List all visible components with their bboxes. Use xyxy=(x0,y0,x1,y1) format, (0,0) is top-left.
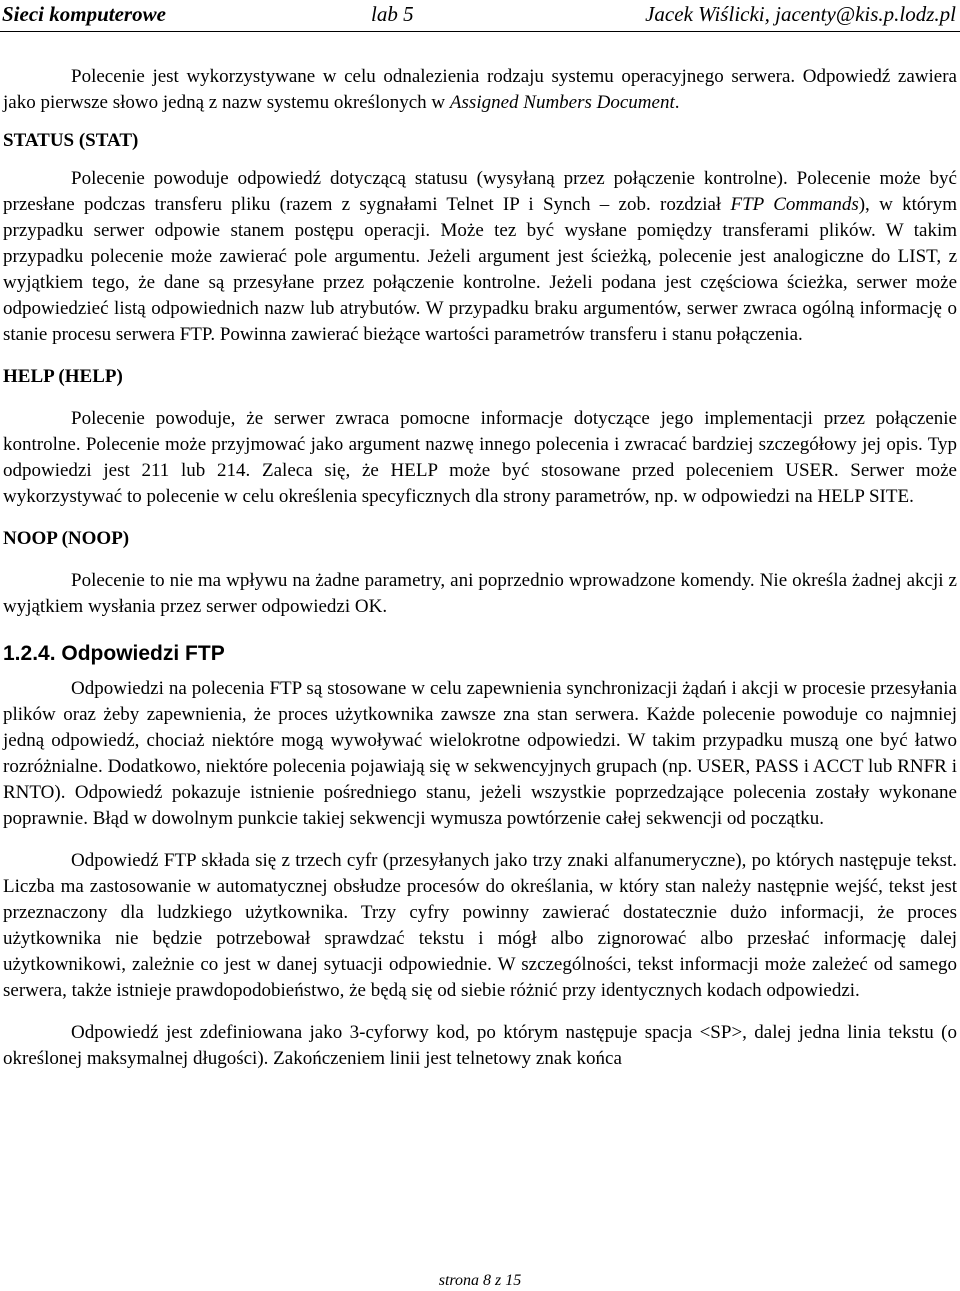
help-paragraph: Polecenie powoduje, że serwer zwraca pomocne informacje dotyczące jego implementacji przez połączenie kontrolne. Polecenie może przyjmować jako argument nazwę innego polecenia i zwracać bardziej szczegółowy jej opis. Typ odpowiedzi jest 211 lub 214. Zaleca się, że HELP może być stosowane przed poleceniem USER. Serwer może wykorzystywać to polecenie w celu określenia specyficznych dla strony parametrów, np. w odpowiedzi na HELP SITE. xyxy=(3,408,957,507)
page-header xyxy=(0,0,960,32)
stat-text-1: Polecenie powoduje odpowiedź dotyczącą statusu (wysyłaną przez połączenie kontrolne). Polecenie może być przesłane podczas transferu pliku (razem z sygnałami Telnet IP i Synch – zob. rozdział xyxy=(3,168,957,215)
stat-paragraph xyxy=(3,166,957,348)
section-paragraph-1: Odpowiedzi na polecenia FTP są stosowane w celu zapewnienia synchronizacji żądań i akcji w procesie przesyłania plików oraz żeby zapewnienia, że proces użytkownika zawsze zna stan serwera. Każde polecenie powoduje co najmniej jedną odpowiedź, chociaż niektóre mogą wywoływać wielokrotne odpowiedzi. W takim przypadku muszą one być łatwo rozróżnialne. Dodatkowo, niektóre polecenia pojawiają się w sekwencyjnych grupach (np. USER, PASS i ACCT lub RNFR i RNTO). Odpowiedź pokazuje istnienie pośredniego stanu, jeżeli wszystkie poprzedzające polecenia zostały wykonane poprawnie. Błąd w dowolnym punkcie takiej sekwencji wymusza powtórzenie całej sekwencji od początku. xyxy=(3,678,957,829)
page-number: strona 8 z 15 xyxy=(438,1272,522,1289)
intro-text: Polecenie jest wykorzystywane w celu odnalezienia rodzaju systemu operacyjnego serwera. Odpowiedź zawiera jako pierwsze słowo jedną z nazw systemu określonych w xyxy=(3,66,957,113)
noop-heading: NOOP (NOOP) xyxy=(3,528,130,549)
noop-paragraph: Polecenie to nie ma wpływu na żadne parametry, ani poprzednio wprowadzone komendy. Nie określa żadnej akcji z wyjątkiem wysłania przez serwer odpowiedzi OK. xyxy=(3,570,957,617)
intro-text-end: . xyxy=(674,92,680,113)
intro-italic-ref: Assigned Numbers Document xyxy=(449,92,675,113)
intro-paragraph xyxy=(3,64,957,116)
section-paragraph-3: Odpowiedź jest zdefiniowana jako 3-cyforwy kod, po którym następuje spacja <SP>, dalej jedna linia tekstu (o określonej maksymalnej długości). Zakończeniem linii jest telnetowy znak końca xyxy=(3,1022,957,1069)
document-body xyxy=(3,64,957,1072)
section-title: 1.2.4. Odpowiedzi FTP xyxy=(3,642,225,665)
stat-italic-ref: FTP Commands xyxy=(730,194,859,215)
section-paragraph-2: Odpowiedź FTP składa się z trzech cyfr (przesyłanych jako trzy znaki alfanumeryczne), po których następuje tekst. Liczba ma zastosowanie w automatycznej obsłudze procesów do określania, w który stan należy następnie wejść, tekst jest przeznaczony dla ludzkiego użytkownika. Trzy cyfry powinny zawierać dostatecznie dużo informacji, że proces użytkownika nie będzie potrzebował sprawdzać tekstu i mógł albo zignorować albo przesłać informację dalej użytkownikowi, zależnie co jest w danej sytuacji odpowiednie. W szczególności, tekst informacji może zależeć od samego serwera, także istnieje prawdopodobieństwo, że będą się od siebie różnić przy identycznych kodach odpowiedzi. xyxy=(3,850,957,1001)
stat-heading: STATUS (STAT) xyxy=(3,130,139,151)
lab-number: lab 5 xyxy=(371,2,414,26)
stat-text-2: ), w którym przypadku serwer odpowie stanem postępu operacji. Może tez być wysłane pomiędzy transferami plików. W takim przypadku polecenie może zawierać pole argumentu. Jeżeli argument jest ścieżką, polecenie jest analogiczne do LIST, z wyjątkiem tego, że dane są przesyłane przez połączenie kontrolne. Jeżeli podana jest częściowa ścieżka, serwer może odpowiedzieć listą odpowiednich nazw lub atrybutów. W przypadku braku argumentów, serwer zwraca ogólną informację o stanie procesu serwera FTP. Powinna zawierać bieżące wartości parametrów transferu i stanu połączenia. xyxy=(3,194,957,345)
author-contact: Jacek Wiślicki, jacenty@kis.p.lodz.pl xyxy=(645,2,956,26)
course-title: Sieci komputerowe xyxy=(2,2,166,26)
help-heading: HELP (HELP) xyxy=(3,366,123,387)
